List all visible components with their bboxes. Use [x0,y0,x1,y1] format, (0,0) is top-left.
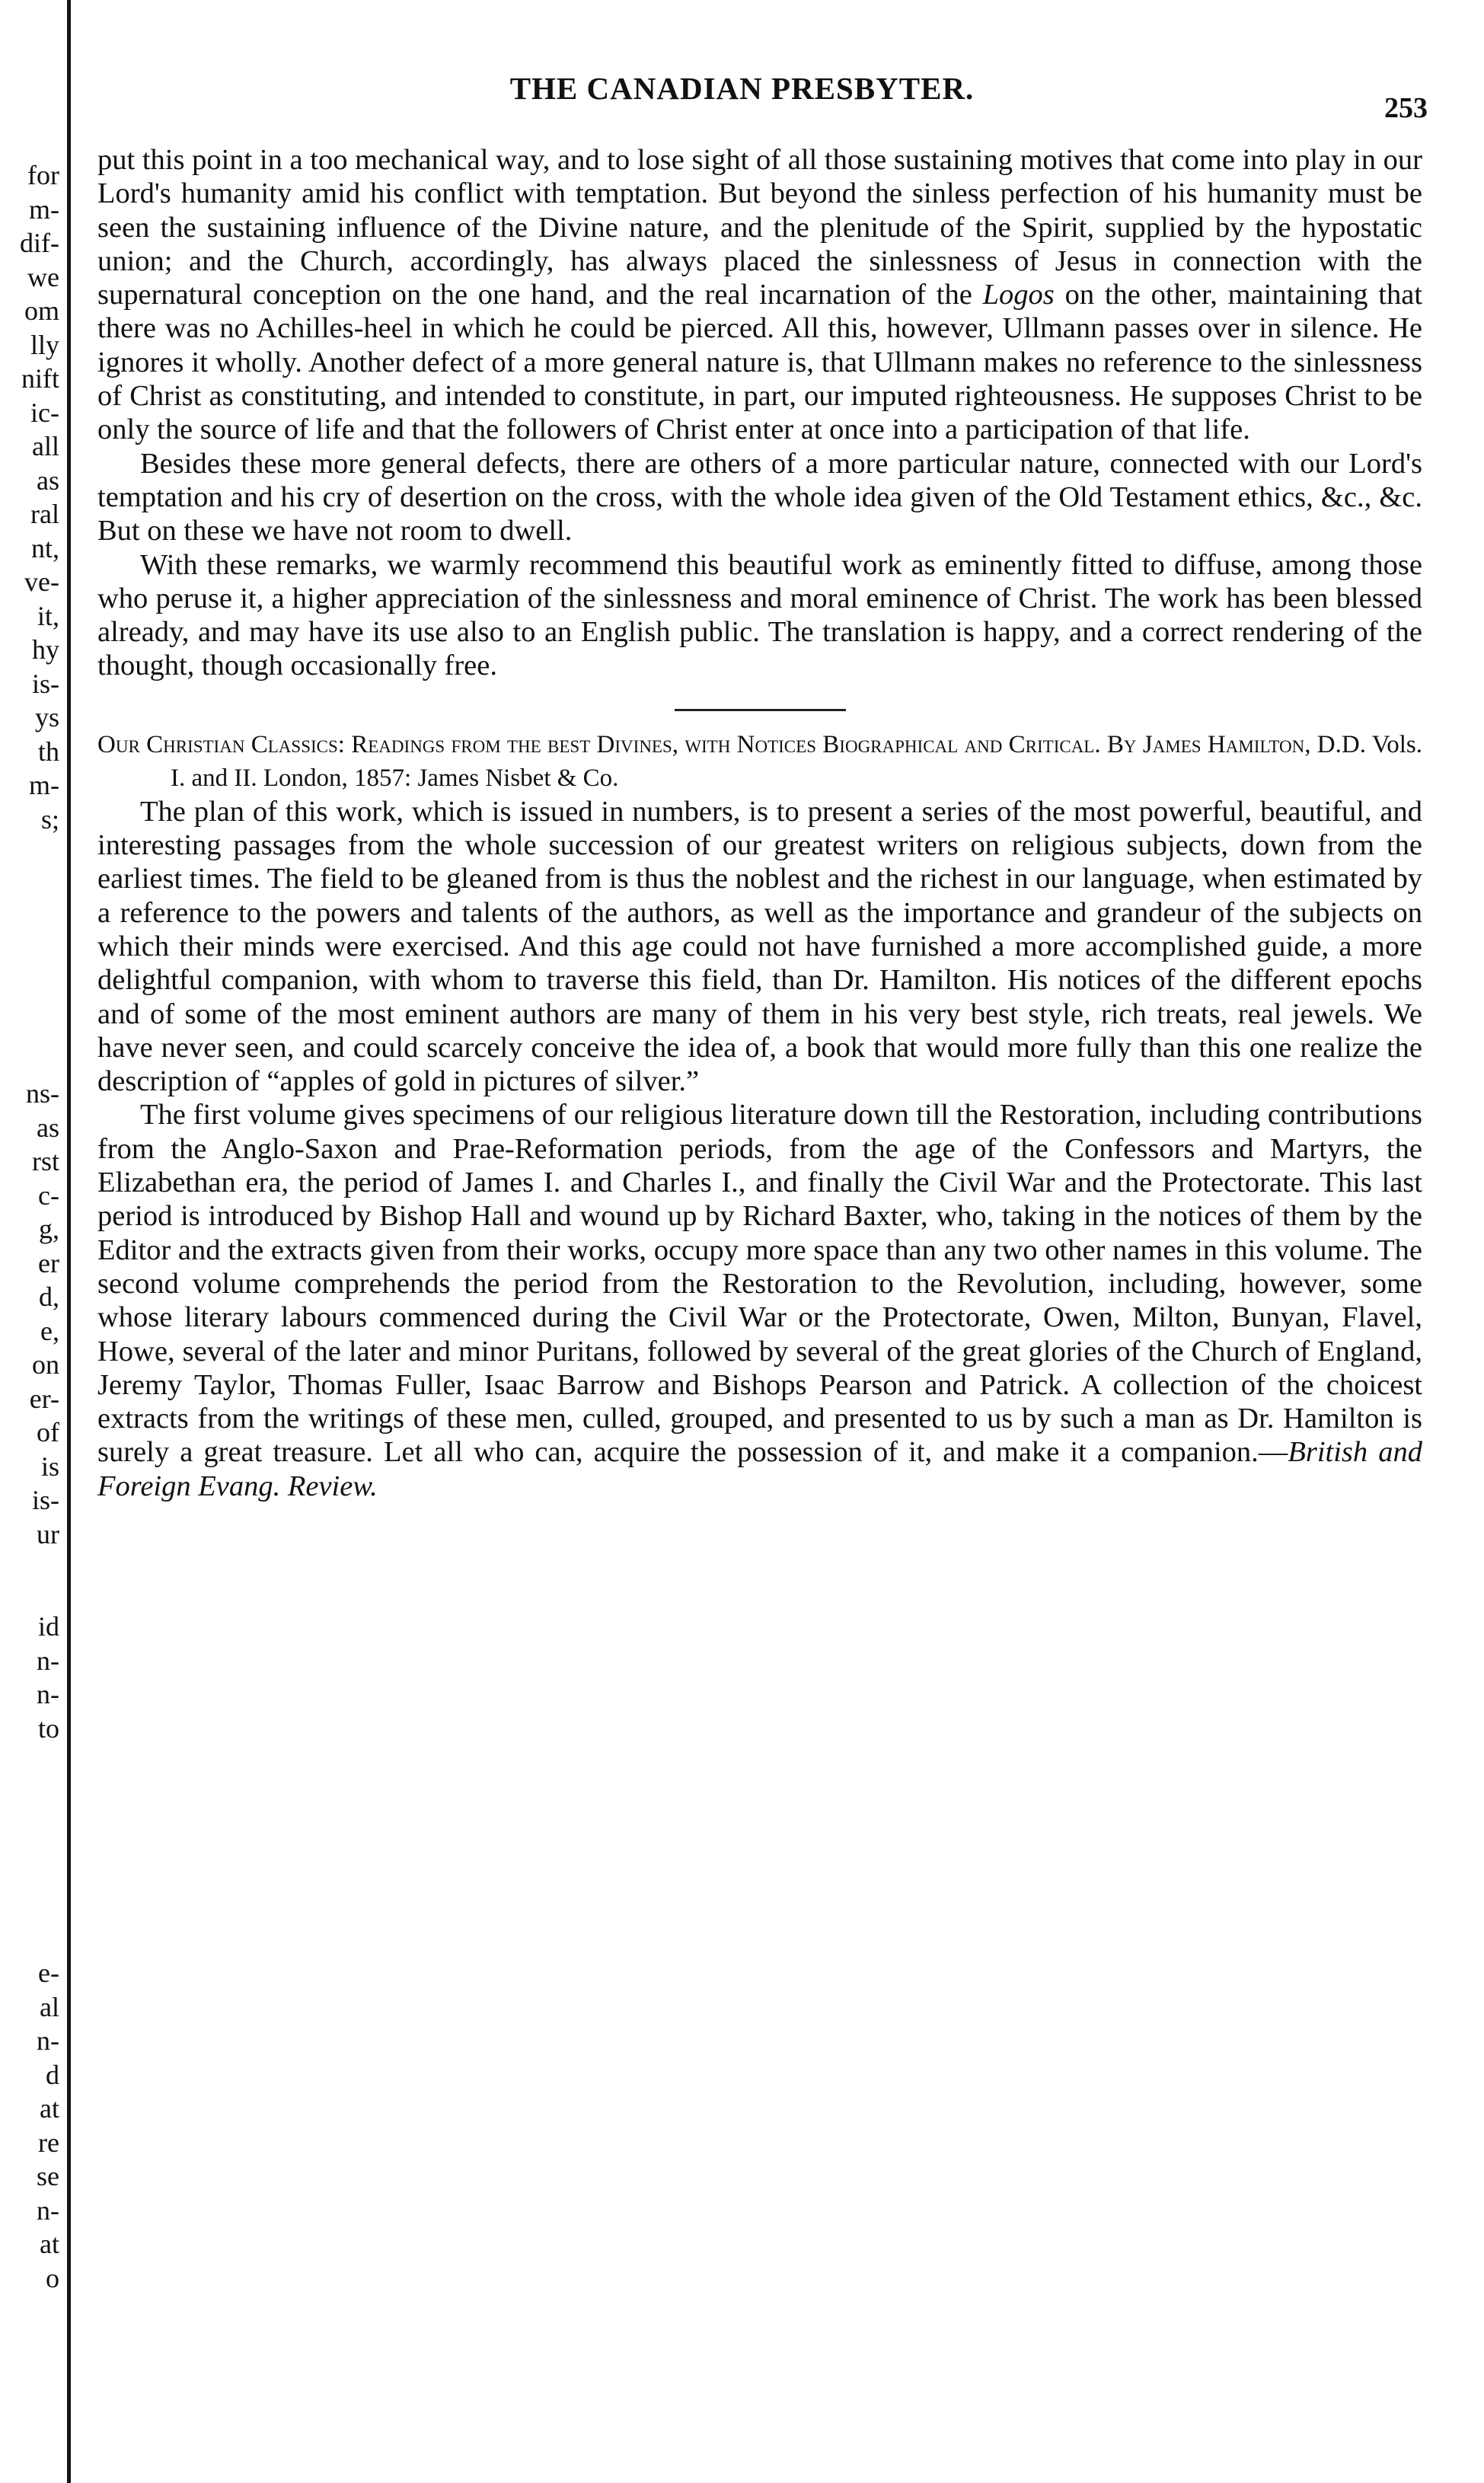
page-gutter-line [67,0,71,2483]
margin-fragment: is- [32,1485,59,1515]
margin-fragment: dif- [20,228,59,258]
margin-fragment: all [32,431,59,461]
margin-fragment: as [37,1112,59,1143]
margin-fragment: d, [39,1281,59,1312]
margin-fragment: at [40,2093,59,2124]
margin-fragment: re [38,2127,59,2158]
margin-fragment: om [24,295,59,326]
margin-fragment: se [37,2161,59,2191]
margin-fragment: ur [37,1518,59,1549]
margin-fragment: to [37,1712,59,1744]
margin-fragment: is- [32,668,59,699]
margin-fragment: ys [34,702,59,732]
section-divider [675,709,846,711]
margin-fragment: at [40,2229,59,2259]
margin-fragment: e- [38,1958,59,1988]
margin-fragment: n- [37,2194,59,2226]
margin-fragment: th [37,736,59,767]
margin-fragment: on [32,1349,59,1380]
running-header-title: THE CANADIAN PRESBYTER. [509,71,975,106]
margin-fragment: ral [30,499,59,529]
margin-fragment: m- [29,193,59,225]
margin-fragment: of [37,1417,59,1447]
margin-fragment: nift [21,363,59,394]
margin-fragment: d [46,2059,59,2090]
review-publication: Vols. I. and II. London, 1857: James Nisbet & Co. [171,730,1423,792]
margin-fragment: rst [32,1146,59,1176]
margin-fragment: g, [39,1214,59,1244]
margin-fragment: nt, [30,532,59,563]
source-citation: British and Foreign Evang. Review. [97,1436,1422,1502]
margin-fragment: as [37,464,59,496]
margin-fragment: o [46,2262,59,2293]
margin-fragment: n- [37,2025,59,2056]
page-number: 253 [1384,92,1428,124]
left-page-margin-fragments [0,0,64,2483]
article1-paragraph-2: Besides these more general defects, there are others of a more particular nature, connected with our Lord's temptation and his cry of desertion on the cross, with the whole idea given of the Old Testament ethics, &c., &c. But on these we have not room to dwell. [97,447,1422,547]
margin-fragment: ve- [24,566,59,597]
margin-fragment: id [37,1611,59,1642]
margin-fragment: s; [40,803,59,835]
margin-fragment: e, [40,1315,59,1346]
margin-fragment: er- [29,1383,59,1414]
margin-fragment: m- [29,770,59,800]
article1-paragraph-1: put this point in a too mechanical way, and to lose sight of all those sustaining motives that come into play in our Lord's humanity amid his conflict with temptation. But beyond the sinless perfection of his humanity must be seen the sustaining influence of the Divine nature, and the plenitude of the Spirit, supplied by the hypostatic union; and the Church, accordingly, has always placed the sinlessness of Jesus in connection with the supernatural conception on the one hand, and the real incarnation of the Logos on the other, maintaining that there was no Achilles-heel in which he could be pierced. All this, however, Ullmann passes over in silence. He ignores it wholly. Another defect of a more general nature is, that Ullmann makes no reference to the sinlessness of Christ as constituting, and intended to constitute, in part, our imputed righteousness. He supposes Christ to be only the source of life and that the followers of Christ enter at once into a participation of that life. [97,144,1423,446]
margin-fragment: n- [37,1645,59,1676]
article2-paragraph-1: The plan of this work, which is issued in numbers, is to present a series of the most powerful, beautiful, and interesting passages from the whole succession of our greatest writers on religious subjects, down from the earliest times. The field to be gleaned from is thus the noblest and the richest in our language, when estimated by a reference to the powers and talents of the authors, as well as the importance and grandeur of the subjects on which their minds were exercised. And this age could not have furnished a more accomplished guide, a more delightful companion, with whom to traverse this field, than Dr. Hamilton. His notices of the different epochs and of some of the most eminent authors are many of them in his very best style, rich treats, real jewels. We have never seen, and could scarcely conceive the idea of, a book that would more fully than this one realize the description of “apples of gold in pictures of silver.” [97,795,1422,1098]
margin-fragment: for [27,160,59,190]
logos-italic: Logos [982,279,1055,311]
review-author: By James Hamilton, D.D. [1106,730,1366,758]
margin-fragment: c- [38,1179,59,1211]
margin-fragment: n- [37,1679,59,1709]
margin-fragment: we [27,261,59,292]
margin-fragment: hy [32,634,59,665]
page-body [97,143,1422,1503]
margin-fragment: ic- [30,397,59,428]
margin-fragment: er [38,1247,59,1278]
review-title: Our Christian Classics: Readings from the best Divines, with Notices Biographical and Critical. [97,730,1101,758]
margin-fragment: it, [37,600,59,631]
review-heading [97,728,1422,795]
margin-fragment: lly [30,329,59,360]
margin-fragment: al [40,1991,59,2022]
article2-paragraph-2: The first volume gives specimens of our religious literature down till the Restoration, including contributions from the Anglo-Saxon and Prae-Reformation periods, from the age of the Confessors and Martyrs, the Elizabethan era, the period of James I. and Charles I., and finally the Civil War and the Protectorate. This last period is introduced by Bishop Hall and wound up by Richard Baxter, who, taking in the notices of them by the Editor and the extracts given from their works, occupy more space than any two other names in this volume. The second volume comprehends the period from the Restoration to the Revolution, including, however, some whose literary labours commenced during the Civil War or the Protectorate, Owen, Milton, Bunyan, Flavel, Howe, several of the later and minor Puritans, followed by several of the great glories of the Church of England, Jeremy Taylor, Thomas Fuller, Isaac Barrow and Bishops Pearson and Patrick. A collection of the choicest extracts from the writings of these men, culled, grouped, and presented to us by such a man as Dr. Hamilton is surely a great treasure. Let all who can, acquire the possession of it, and make it a companion.—British and Foreign Evang. Review. [97,1099,1422,1502]
margin-fragment: is [40,1451,59,1482]
article1-paragraph-3: With these remarks, we warmly recommend this beautiful work as eminently fitted to diffuse, among those who peruse it, a higher appreciation of the sinlessness and moral eminence of Christ. The work has been blessed already, and may have its use also to an English public. The translation is happy, and a correct rendering of the thought, though occasionally free. [97,548,1422,682]
margin-fragment: ns- [26,1078,59,1109]
